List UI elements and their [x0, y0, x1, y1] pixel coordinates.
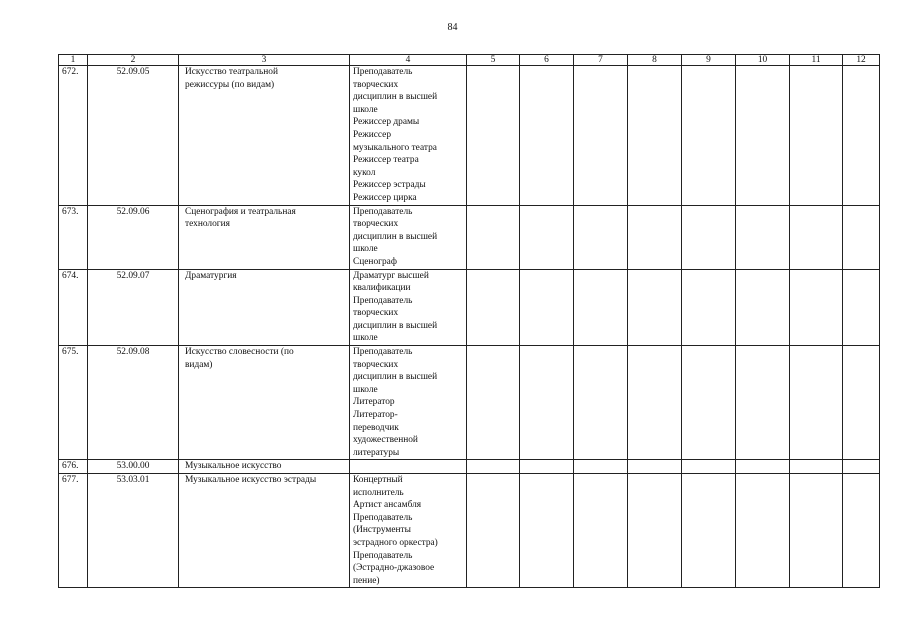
specialty-code: 53.03.01 — [88, 474, 179, 588]
specialty-name-line: Искусство словесности (по — [185, 347, 294, 358]
empty-cell — [467, 269, 520, 346]
empty-cell — [574, 346, 628, 460]
row-number: 673. — [59, 205, 88, 269]
empty-cell — [628, 66, 682, 206]
column-header: 11 — [790, 55, 843, 66]
empty-cell — [467, 474, 520, 588]
specialties-table — [58, 54, 880, 588]
empty-cell — [736, 205, 790, 269]
empty-cell — [574, 205, 628, 269]
empty-cell — [790, 66, 843, 206]
table-row — [59, 346, 880, 460]
specialty-name-line: Музыкальное искусство — [185, 461, 282, 472]
qualification-line: исполнитель — [353, 487, 404, 498]
empty-cell — [790, 269, 843, 346]
qualification-line: литературы — [353, 447, 400, 458]
qualification-line: дисциплин в высшей — [353, 320, 438, 331]
qualification-line: музыкального театра — [353, 142, 437, 153]
empty-cell — [628, 205, 682, 269]
table-row — [59, 66, 880, 206]
qualification-line: школе — [353, 384, 378, 395]
empty-cell — [682, 66, 736, 206]
header-row — [59, 55, 880, 66]
qualification — [350, 66, 467, 206]
qualification-line: Преподаватель — [353, 347, 413, 358]
qualification-line: квалификации — [353, 283, 411, 294]
qualification-line: дисциплин в высшей — [353, 231, 438, 242]
empty-cell — [574, 474, 628, 588]
qualification-line: дисциплин в высшей — [353, 92, 438, 103]
row-number: 677. — [59, 474, 88, 588]
qualification-line: школе — [353, 333, 378, 344]
table-row — [59, 269, 880, 346]
qualification-line: Режиссер эстрады — [353, 180, 426, 191]
empty-cell — [736, 460, 790, 474]
empty-cell — [574, 66, 628, 206]
empty-cell — [682, 269, 736, 346]
qualification-line: Преподаватель — [353, 206, 413, 217]
empty-cell — [520, 460, 574, 474]
column-header: 5 — [467, 55, 520, 66]
empty-cell — [520, 346, 574, 460]
empty-cell — [467, 205, 520, 269]
specialty-code: 52.09.05 — [88, 66, 179, 206]
specialty-code: 53.00.00 — [88, 460, 179, 474]
empty-cell — [520, 205, 574, 269]
specialty-name — [179, 66, 350, 206]
empty-cell — [682, 474, 736, 588]
qualification-line: Драматург высшей — [353, 270, 429, 281]
qualification-line: Преподаватель — [353, 295, 413, 306]
qualification — [350, 205, 467, 269]
empty-cell — [520, 269, 574, 346]
row-number: 672. — [59, 66, 88, 206]
qualification-line: Литератор — [353, 397, 395, 408]
specialty-name-line: технология — [185, 219, 230, 230]
empty-cell — [574, 460, 628, 474]
qualification-line: Артист ансамбля — [353, 500, 422, 511]
empty-cell — [628, 346, 682, 460]
qualification-line: Режиссер — [353, 129, 392, 140]
specialty-name-line: Сценография и театральная — [185, 206, 296, 217]
empty-cell — [682, 205, 736, 269]
column-header: 7 — [574, 55, 628, 66]
empty-cell — [467, 460, 520, 474]
qualification-line: Преподаватель — [353, 67, 413, 77]
column-header: 6 — [520, 55, 574, 66]
qualification-line: (Эстрадно-джазовое — [353, 563, 435, 574]
row-number: 675. — [59, 346, 88, 460]
empty-cell — [843, 66, 880, 206]
specialty-name — [179, 474, 350, 588]
qualification-line: дисциплин в высшей — [353, 372, 438, 383]
column-header: 3 — [179, 55, 350, 66]
qualification-line: Литератор- — [353, 410, 398, 421]
specialty-name — [179, 460, 350, 474]
empty-cell — [843, 205, 880, 269]
specialty-name — [179, 205, 350, 269]
qualification-line: художественной — [353, 435, 418, 446]
column-header: 12 — [843, 55, 880, 66]
qualification — [350, 474, 467, 588]
empty-cell — [682, 460, 736, 474]
qualification-line: Преподаватель — [353, 512, 413, 523]
qualification-line: Преподаватель — [353, 550, 413, 561]
empty-cell — [736, 66, 790, 206]
qualification-line: творческих — [353, 219, 399, 230]
qualification-line: творческих — [353, 79, 399, 90]
column-header: 4 — [350, 55, 467, 66]
specialty-code: 52.09.08 — [88, 346, 179, 460]
row-number: 676. — [59, 460, 88, 474]
column-header: 1 — [59, 55, 88, 66]
qualification-line: пение) — [353, 575, 380, 586]
specialty-name-line: Музыкальное искусство эстрады — [185, 475, 317, 485]
qualification — [350, 269, 467, 346]
empty-cell — [843, 460, 880, 474]
empty-cell — [790, 460, 843, 474]
qualification-line: творческих — [353, 359, 399, 370]
empty-cell — [628, 474, 682, 588]
table-body — [59, 66, 880, 588]
column-header: 9 — [682, 55, 736, 66]
empty-cell — [574, 269, 628, 346]
empty-cell — [736, 474, 790, 588]
qualification-line: переводчик — [353, 422, 399, 433]
empty-cell — [467, 346, 520, 460]
specialty-name-line: Искусство театральной — [185, 67, 278, 77]
specialty-name-line: видам) — [185, 359, 213, 370]
column-header: 10 — [736, 55, 790, 66]
empty-cell — [520, 66, 574, 206]
table-row — [59, 460, 880, 474]
qualification — [350, 460, 467, 474]
empty-cell — [467, 66, 520, 206]
qualification-line: школе — [353, 244, 378, 255]
table-row — [59, 205, 880, 269]
empty-cell — [736, 346, 790, 460]
table-row — [59, 474, 880, 588]
empty-cell — [790, 346, 843, 460]
empty-cell — [682, 346, 736, 460]
empty-cell — [790, 205, 843, 269]
qualification-line: Режиссер драмы — [353, 117, 420, 128]
qualification-line: эстрадного оркестра) — [353, 537, 438, 548]
specialty-code: 52.09.07 — [88, 269, 179, 346]
column-header: 2 — [88, 55, 179, 66]
empty-cell — [628, 460, 682, 474]
specialty-name — [179, 346, 350, 460]
empty-cell — [520, 474, 574, 588]
qualification-line: Режиссер цирка — [353, 192, 417, 203]
qualification-line: Концертный — [353, 475, 403, 485]
qualification-line: творческих — [353, 308, 399, 319]
column-header: 8 — [628, 55, 682, 66]
empty-cell — [843, 269, 880, 346]
qualification — [350, 346, 467, 460]
empty-cell — [790, 474, 843, 588]
table-header — [59, 55, 880, 66]
qualification-line: (Инструменты — [353, 525, 411, 536]
specialty-name-line: режиссуры (по видам) — [185, 79, 275, 90]
qualification-line: Режиссер театра — [353, 155, 419, 166]
empty-cell — [843, 474, 880, 588]
specialty-code: 52.09.06 — [88, 205, 179, 269]
qualification-line: школе — [353, 104, 378, 115]
row-number: 674. — [59, 269, 88, 346]
qualification-line: кукол — [353, 167, 376, 178]
empty-cell — [736, 269, 790, 346]
specialty-name-line: Драматургия — [185, 270, 237, 281]
page-number: 84 — [447, 22, 458, 33]
specialty-name — [179, 269, 350, 346]
empty-cell — [843, 346, 880, 460]
qualification-line: Сценограф — [353, 256, 397, 267]
empty-cell — [628, 269, 682, 346]
